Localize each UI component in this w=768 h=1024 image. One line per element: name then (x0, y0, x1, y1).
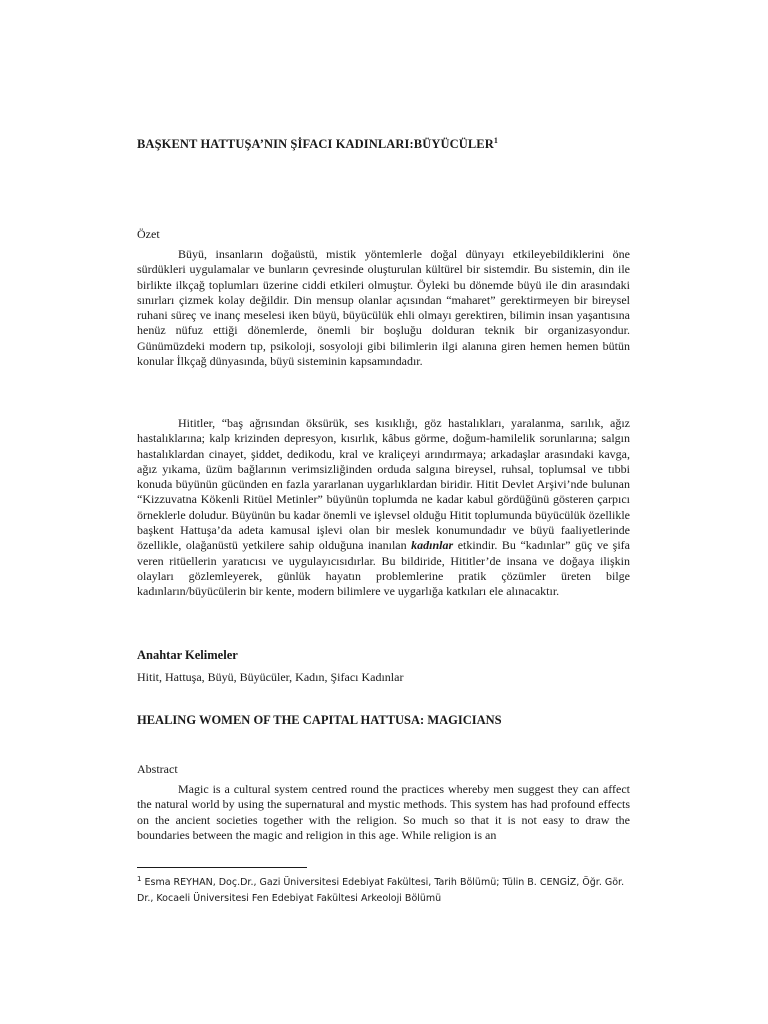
footnote-marker: 1 (137, 874, 142, 883)
footnote-separator (137, 867, 307, 868)
footnote-text: Esma REYHAN, Doç.Dr., Gazi Üniversitesi Edebiyat Fakültesi, Tarih Bölümü; Tülin B. CENGİZ, Öğr. Gör. Dr., Kocaeli Üniversitesi Fen Edebiyat Fakültesi Arkeoloji Bölümü (137, 877, 625, 904)
summary-paragraph-2-part-2: etkindir. Bu “kadınlar” güç ve şifa veren ritüellerin yaratıcısı ve uygulayıcısıdırlar. Bu bildiride, Hititler’de insana ve doğaya ilişkin olayları gözlemleyerek, günlük hayatın problemlerine pratik çözümler üreten bilge kadınların/büyücülerin bir kente, modern bilimlere ve uygarlığa katkıları ele alınacaktır. (137, 538, 631, 599)
paper-title-text: BAŞKENT HATTUŞA’NIN ŞİFACI KADINLARI:BÜYÜCÜLER (137, 137, 494, 151)
keywords-heading: Anahtar Kelimeler (137, 648, 238, 662)
title-footnote-marker: 1 (493, 135, 498, 145)
summary-paragraph-2 (137, 416, 630, 600)
summary-emphasis-kadinlar: kadınlar (411, 538, 454, 553)
keywords-list: Hitit, Hattuşa, Büyü, Büyücüler, Kadın, Şifacı Kadınlar (137, 670, 404, 684)
summary-label: Özet (137, 227, 160, 241)
summary-paragraph-1: Büyü, insanların doğaüstü, mistik yöntemlerle doğal dünyayı etkileyebildiklerini öne sürdükleri uygulamalar ve bunların çevresinde oluşturulan kültürel bir sistemdir. Bu sistemin, din ile birlikte ilkçağ toplumları üzerine ciddi etkileri olmuştur. Öyleki bu dönemde büyü ile din arasındaki sınırları çizmek kolay değildir. Din mensup olanlar açısından “maharet” gerektirmeyen bir bireysel ruhani süreç ve inanç meselesi iken büyü, büyücülük ehli olmayı gerektiren, bilimin insan yaşantısına henüz nüfuz ettiği dönemlerde, önemli bir boşluğu dolduran teknik bir organizasyondur. Günümüzdeki modern tıp, psikoloji, sosyoloji gibi bilimlerin ilgi alanına giren hemen hemen bütün konular İlkçağ dünyasında, büyü sisteminin kapsamındadır. (137, 247, 630, 369)
summary-paragraph-2-part-1: Hititler, “baş ağrısından öksürük, ses kısıklığı, göz hastalıkları, yaralanma, sarılık, ağız hastalıklarına; kalp krizinden depresyon, kısırlık, kâbus görme, doğum-hamilelik sorunlarına; salgın hastalıklardan cinayet, şiddet, dedikodu, kral ve kraliçeyi arındırmaya; arkadaşlar arasındaki kavga, ağız yıkama, üzüm bağlarının verimsizliğinden orduda salgına bireysel, ruhsal, toplumsal ve tıbbi konuda büyünün gücünden en fazla yararlanan uygarlıklardan biridir. Hitit Devlet Arşivi’nde bulunan “Kizzuvatna Kökenli Ritüel Metinler” büyünün toplumda ne kadar kabul gördüğünü gösteren çarpıcı örneklerle doludur. Büyünün bu kadar önemli ve işlevsel olduğu Hitit toplumunda büyücülük özellikle başkent Hattuşa’da adeta kamusal işlevi olan bir meslek konumundadır ve büyü faaliyetlerinde özellikle, olağanüstü yetkilere sahip olduğuna inanılan (137, 416, 630, 553)
abstract-label: Abstract (137, 762, 178, 776)
english-title: HEALING WOMEN OF THE CAPITAL HATTUSA: MAGICIANS (137, 713, 502, 727)
abstract-paragraph-1: Magic is a cultural system centred round the practices whereby men suggest they can affect the natural world by using the supernatural and mystic methods. This system has had profound effects on the ancient societies together with the religion. So much so that it is not easy to draw the boundaries between the magic and religion in this age. While religion is an (137, 782, 630, 842)
paper-title (137, 137, 498, 152)
footnote (137, 875, 630, 907)
